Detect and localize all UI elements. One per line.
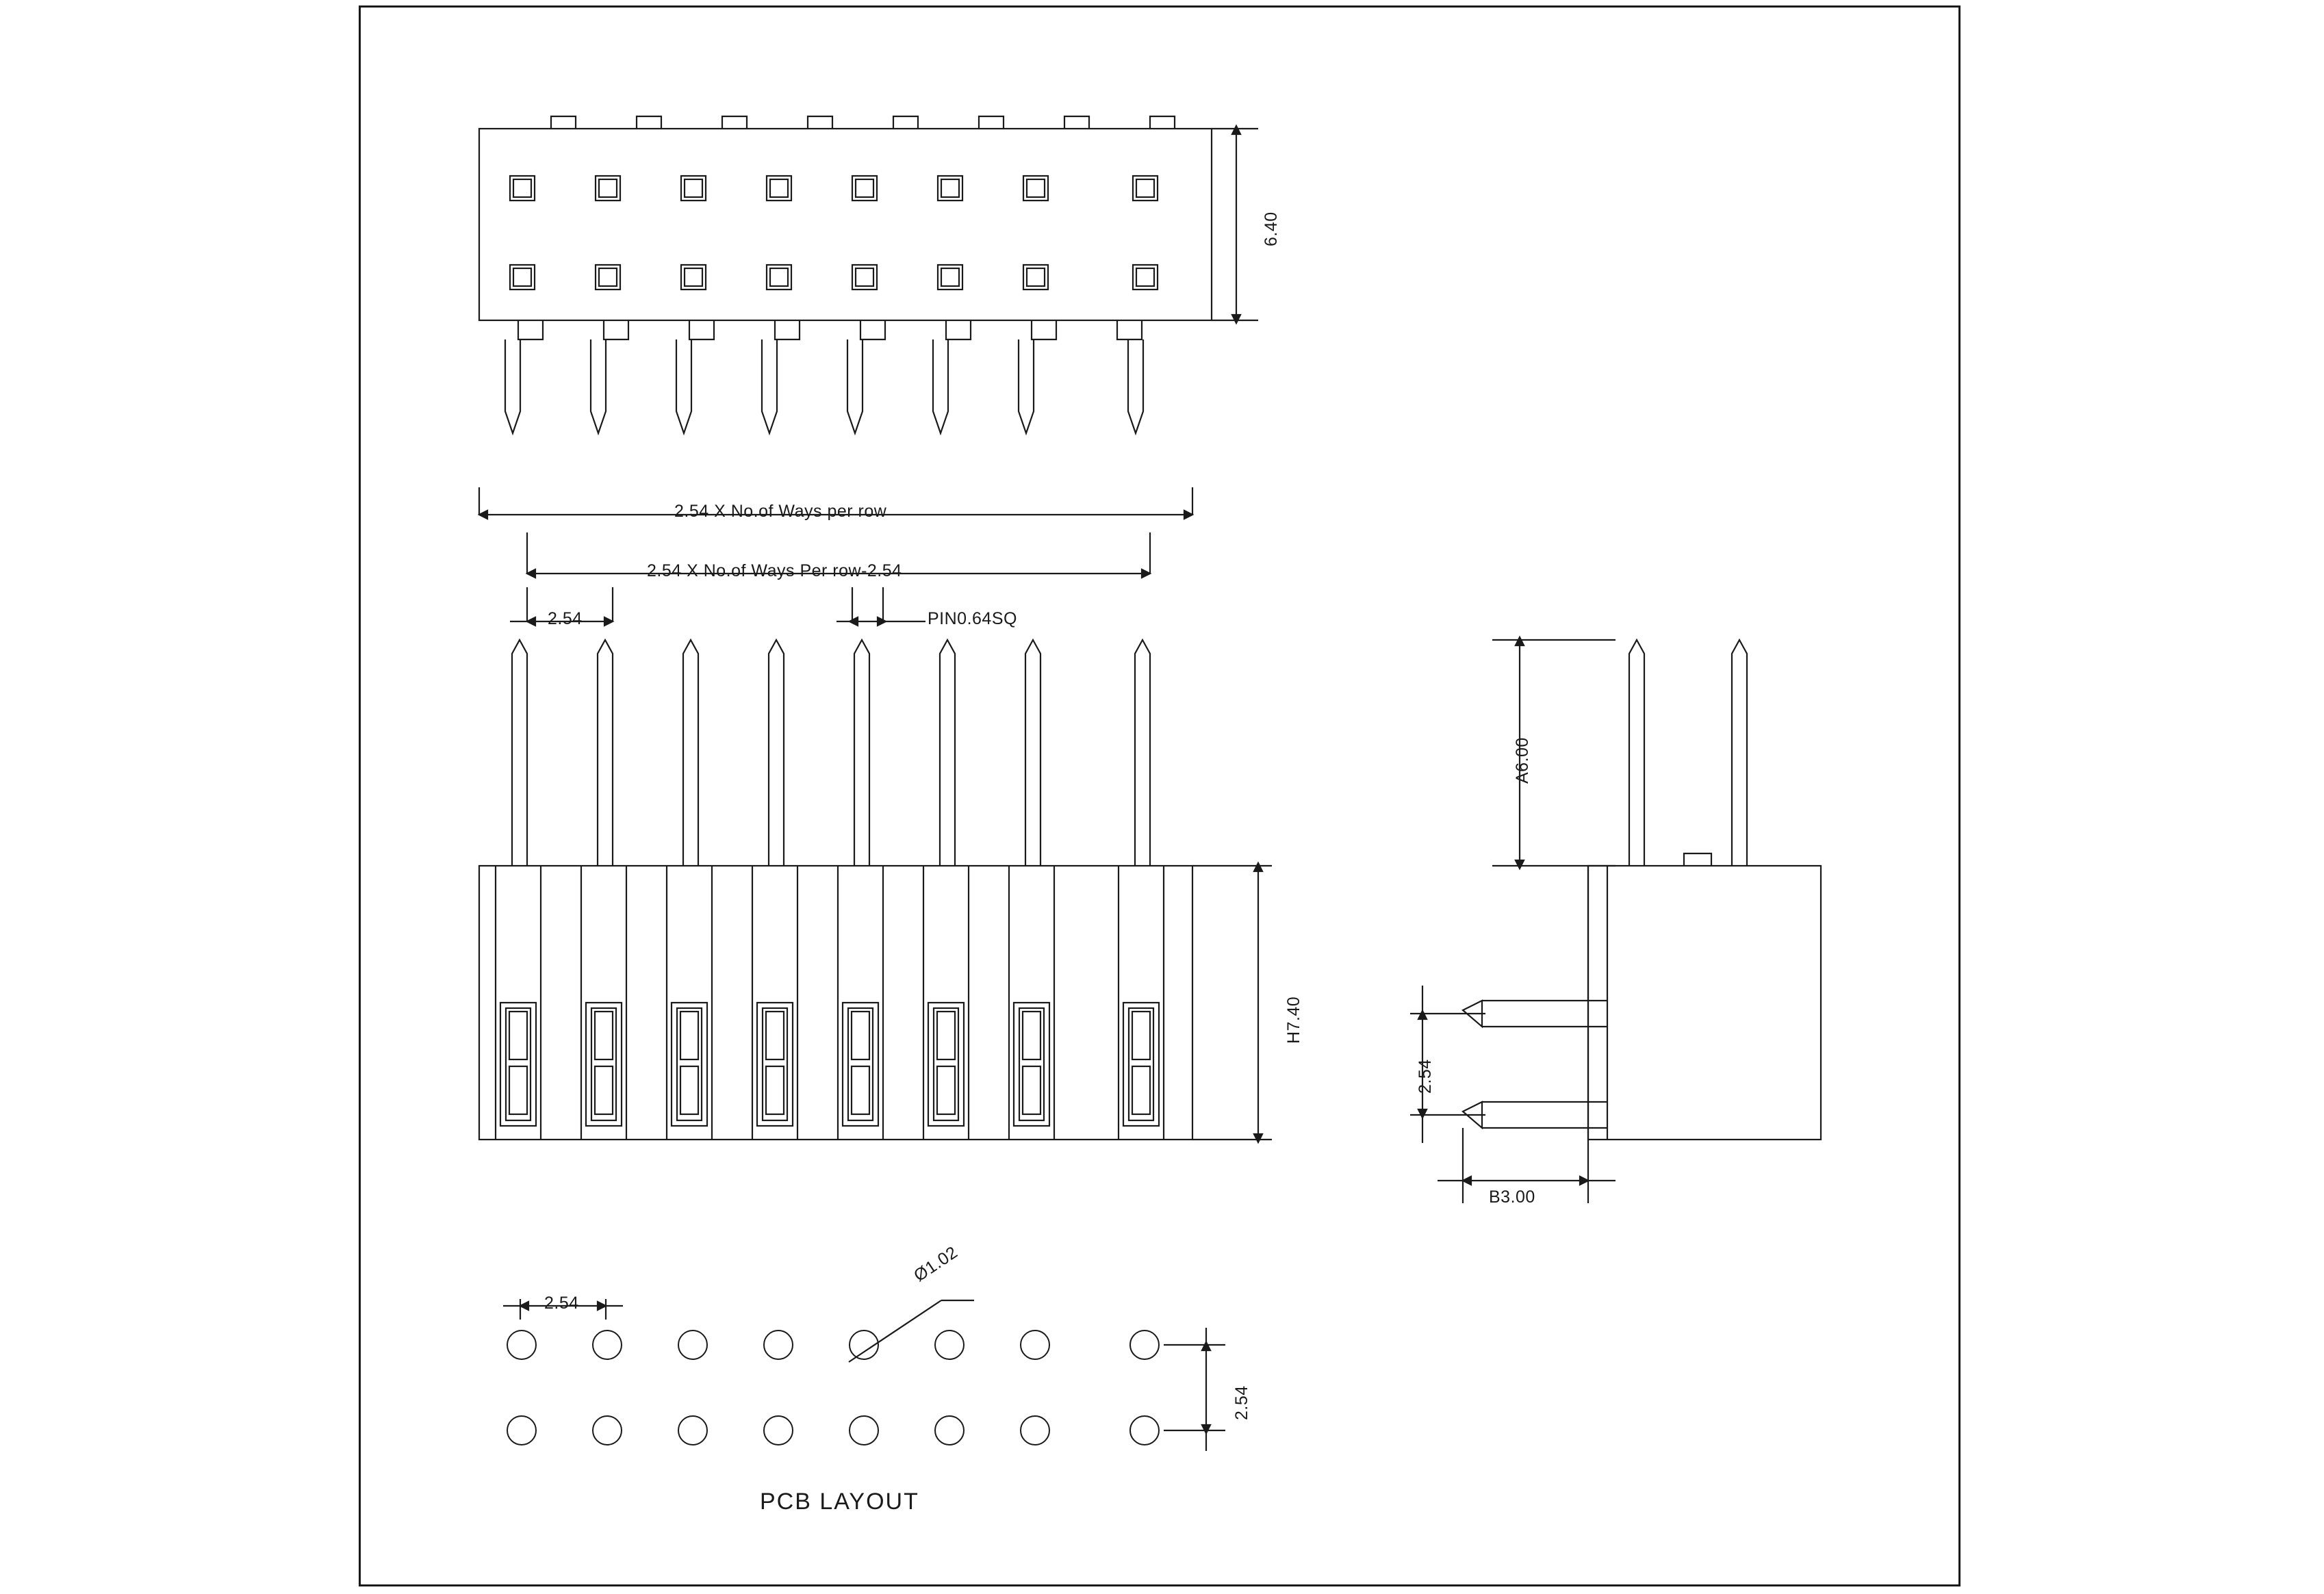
- pcb-hole: [592, 1415, 622, 1445]
- pcb-layout-title: PCB LAYOUT: [760, 1489, 919, 1515]
- dimension-label-tail-length-b: B3.00: [1489, 1187, 1535, 1207]
- dimension-label-pin-length-a: A6.00: [1513, 737, 1532, 784]
- dimension-label-top-height: 6.40: [1262, 211, 1281, 246]
- pcb-hole: [763, 1330, 793, 1360]
- pcb-hole: [507, 1415, 537, 1445]
- pcb-hole: [849, 1415, 879, 1445]
- pcb-hole: [678, 1415, 708, 1445]
- dimension-label-hole-diameter: Ø1.02: [910, 1242, 962, 1286]
- pcb-hole: [934, 1415, 965, 1445]
- dimension-label-body-height: H7.40: [1284, 996, 1303, 1044]
- pcb-hole: [934, 1330, 965, 1360]
- pcb-hole: [849, 1330, 879, 1360]
- pcb-hole: [592, 1330, 622, 1360]
- dimension-label-hole-pitch-y: 2.54: [1232, 1385, 1251, 1420]
- dimension-label-overall-width: 2.54 X No.of Ways per row: [674, 502, 887, 521]
- pcb-hole: [507, 1330, 537, 1360]
- dimension-label-pin-pitch: 2.54: [1416, 1059, 1435, 1094]
- dimension-label-pin-size: PIN0.64SQ: [928, 609, 1017, 628]
- dimension-label-pin-span: 2.54 X No.of Ways Per row-2.54: [647, 561, 902, 580]
- dimension-label-hole-pitch-x: 2.54: [544, 1294, 579, 1313]
- pcb-hole: [1020, 1415, 1050, 1445]
- pcb-hole: [1020, 1330, 1050, 1360]
- pcb-hole: [678, 1330, 708, 1360]
- pcb-hole: [1129, 1415, 1160, 1445]
- pcb-hole: [1129, 1330, 1160, 1360]
- dimension-label-pitch: 2.54: [548, 609, 583, 628]
- pcb-hole: [763, 1415, 793, 1445]
